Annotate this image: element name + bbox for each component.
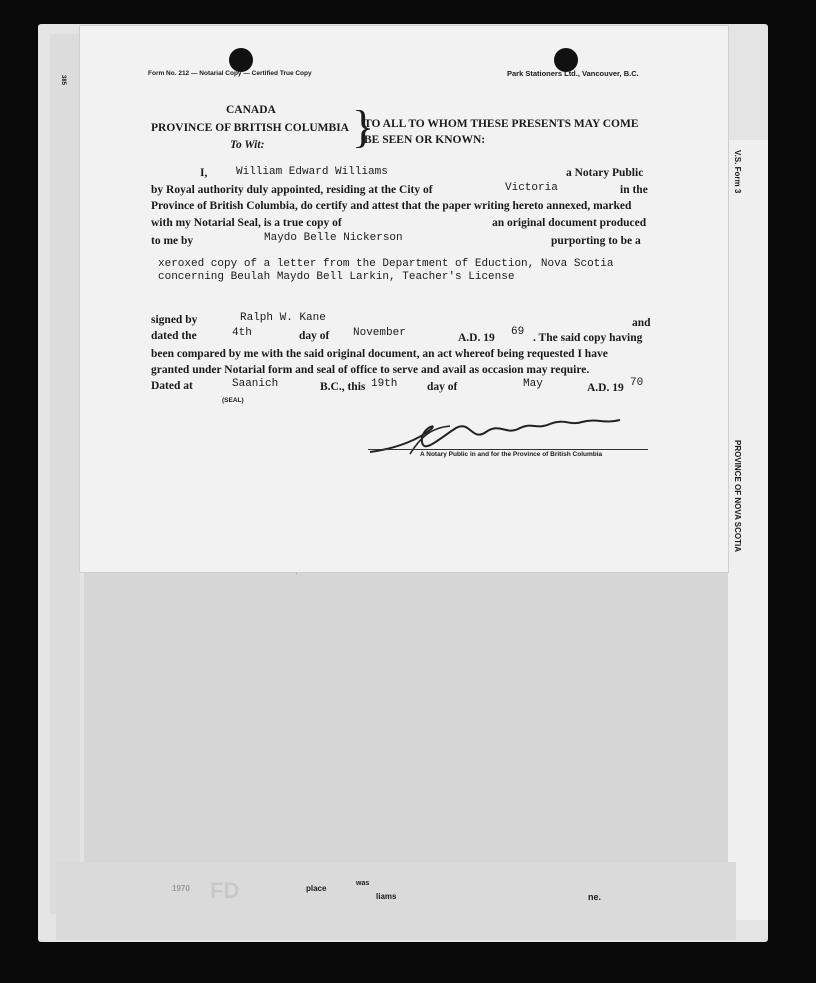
purporting-text: purporting to be a: [551, 235, 641, 247]
form-label: Form No. 212 — Notarial Copy — Certified True Copy: [148, 70, 312, 77]
i-label: I,: [200, 167, 208, 179]
city-value: Victoria: [505, 182, 558, 194]
bottom-frag-1970: 1970: [172, 884, 190, 893]
sign-day-value: 19th: [371, 378, 398, 390]
in-the-label: in the: [620, 184, 648, 196]
original-document-text: an original document produced: [492, 217, 647, 229]
said-copy-text: . The said copy having: [533, 332, 643, 344]
left-paper-edge: [50, 34, 80, 914]
attest-text: Province of British Columbia, do certify and attest that the paper writing hereto annexed, marked: [151, 200, 632, 212]
seal-text: with my Notarial Seal, is a true copy of: [151, 217, 342, 229]
bottom-frag-fd: FD: [210, 878, 240, 903]
preamble-line-2: BE SEEN OR KNOWN:: [364, 134, 486, 146]
description-line-1: xeroxed copy of a letter from the Department of Eduction, Nova Scotia: [158, 258, 614, 270]
sign-year-value: 70: [630, 377, 644, 389]
place-value: Saanich: [232, 378, 279, 390]
dated-day-value: 4th: [232, 327, 252, 339]
day-of-label-2: day of: [427, 381, 458, 393]
compared-text: been compared by me with the said original document, an act whereof being requested I have: [151, 348, 608, 360]
appointed-text: by Royal authority duly appointed, residing at the City of: [151, 184, 433, 196]
punch-hole-left: [229, 48, 253, 72]
right-province-label: PROVINCE OF NOVA SCOTIA: [733, 440, 742, 553]
notarial-certificate-page: [80, 26, 728, 572]
to-me-by-label: to me by: [151, 235, 194, 247]
signature-line: [368, 449, 648, 450]
bottom-paper-strip: [56, 862, 736, 940]
dated-the-label: dated the: [151, 330, 197, 342]
producer-name: Maydo Belle Nickerson: [264, 232, 403, 244]
bc-this-label: B.C., this: [320, 381, 366, 393]
bottom-frag-was: was: [356, 880, 370, 887]
day-of-label: day of: [299, 330, 330, 342]
dated-month-value: November: [353, 327, 406, 339]
ad-label: A.D. 19: [458, 332, 495, 344]
dated-year-value: 69: [511, 326, 525, 338]
publisher-label: Park Stationers Ltd., Vancouver, B.C.: [507, 69, 639, 78]
ad-label-2: A.D. 19: [587, 382, 624, 394]
bottom-frag-ne: ne.: [588, 892, 602, 902]
signed-by-value: Ralph W. Kane: [240, 312, 326, 324]
right-form-label: V.S. Form 3: [733, 150, 742, 194]
signed-by-label: signed by: [151, 314, 198, 326]
bottom-frag-place: place: [306, 884, 327, 893]
seal-label: (SEAL): [222, 397, 244, 404]
and-label: and: [632, 317, 651, 329]
bottom-frag-liams: liams: [376, 892, 397, 901]
granted-text: granted under Notarial form and seal of office to serve and avail as occasion may require.: [151, 364, 590, 376]
dated-at-label: Dated at: [151, 380, 193, 392]
left-number: 385: [60, 75, 66, 86]
brace-symbol: }: [352, 101, 375, 152]
preamble-line-1: TO ALL TO WHOM THESE PRESENTS MAY COME: [364, 118, 639, 130]
notary-name: William Edward Williams: [236, 166, 388, 178]
signature-caption: A Notary Public in and for the Province of British Columbia: [420, 451, 603, 458]
country-heading: CANADA: [226, 104, 276, 116]
underlying-page: [84, 566, 728, 866]
province-heading: PROVINCE OF BRITISH COLUMBIA: [151, 122, 349, 134]
to-wit-label: To Wit:: [230, 139, 265, 151]
sign-month-value: May: [523, 378, 543, 390]
notary-public-label: a Notary Public: [566, 167, 644, 179]
description-line-2: concerning Beulah Maydo Bell Larkin, Teacher's License: [158, 271, 515, 283]
